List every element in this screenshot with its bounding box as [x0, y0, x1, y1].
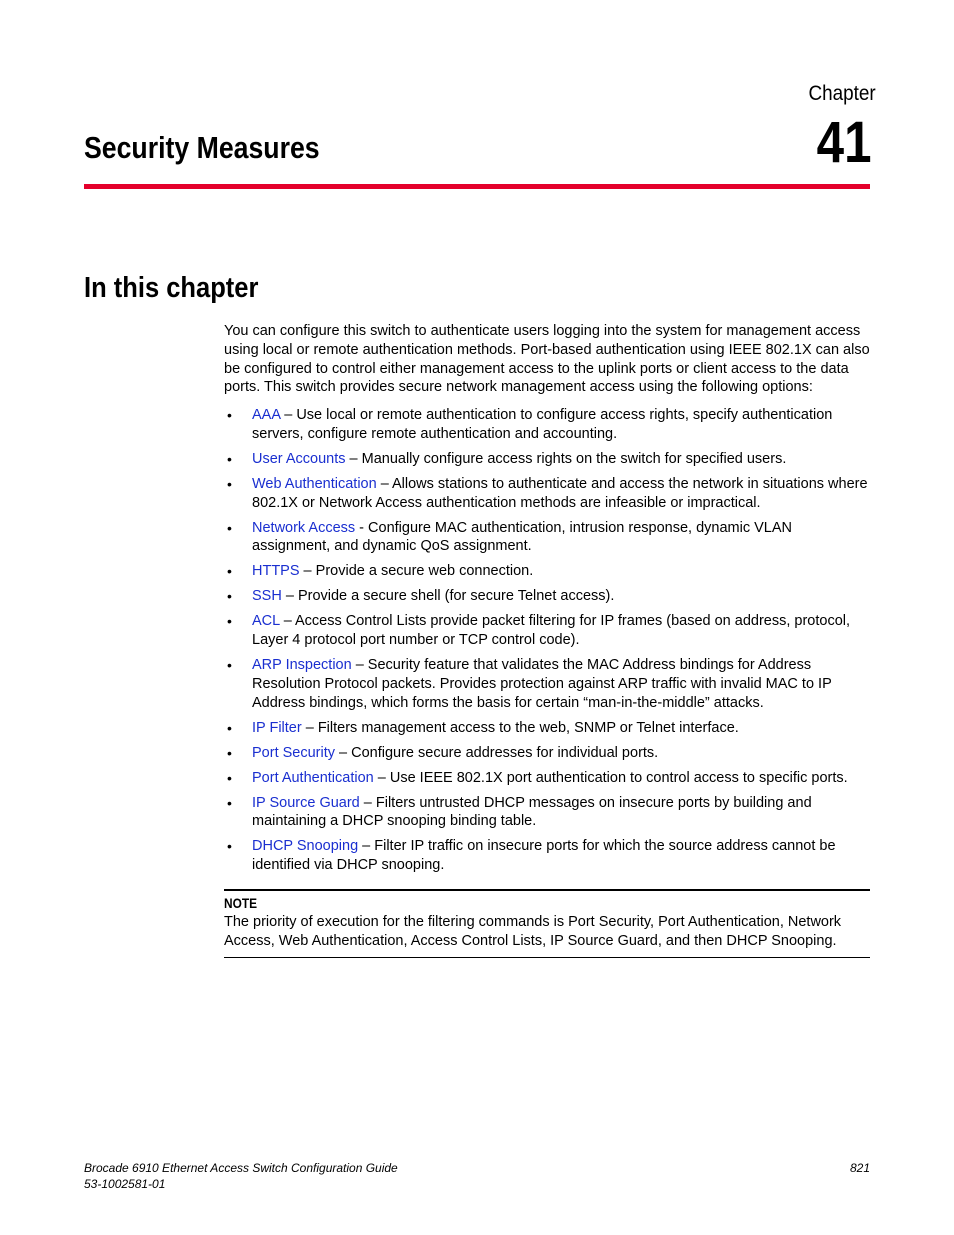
list-item — [224, 656, 870, 712]
bullet-icon: • — [227, 719, 232, 736]
list-item-text: – Manually configure access rights on the switch for specified users. — [345, 450, 787, 467]
bullet-icon: • — [227, 450, 232, 467]
list-item-text: – Filters management access to the web, SNMP or Telnet interface. — [301, 719, 739, 736]
link-port-authentication[interactable]: Port Authentication — [252, 769, 374, 786]
list-item — [224, 794, 870, 832]
link-acl[interactable]: ACL — [252, 613, 280, 630]
list-item-text: – Allows stations to authenticate and access the network in situations where 802.1X or Network Access authentication methods are infeasible or impractical. — [252, 475, 868, 511]
list-item — [224, 587, 870, 606]
bullet-icon: • — [227, 613, 232, 630]
bullet-icon: • — [227, 769, 232, 786]
link-https[interactable]: HTTPS — [252, 563, 300, 580]
bullet-icon: • — [227, 744, 232, 761]
list-item-text: – Filters untrusted DHCP messages on insecure ports by building and maintaining a DHCP snooping binding table. — [252, 794, 812, 830]
section-heading: In this chapter — [84, 272, 259, 304]
list-item-text: – Provide a secure web connection. — [299, 563, 534, 580]
bullet-icon: • — [227, 519, 232, 536]
list-item — [224, 612, 870, 650]
bullet-icon: • — [227, 407, 232, 423]
chapter-title: Security Measures — [84, 130, 320, 165]
footer-doc-info — [84, 1161, 398, 1192]
link-user-accounts[interactable]: User Accounts — [252, 450, 346, 467]
note-text: The priority of execution for the filtering commands is Port Security, Port Authentication, Network Access, Web Authentication, Access Control Lists, IP Source Guard, and then DHCP Snooping. — [224, 914, 842, 949]
list-item — [224, 719, 870, 738]
chapter-label: Chapter — [808, 82, 876, 105]
link-port-security[interactable]: Port Security — [252, 744, 335, 761]
list-item — [224, 769, 870, 788]
security-options-list — [224, 406, 870, 881]
list-item-text: – Use IEEE 802.1X port authentication to control access to specific ports. — [373, 769, 848, 786]
list-item-text: – Security feature that validates the MAC Address bindings for Address Resolution Protocol packets. Provides protection against ARP traffic with invalid MAC to IP Address bindings, which forms the basis for certain “man-in-the-middle” attacks. — [252, 657, 832, 711]
list-item — [224, 744, 870, 763]
link-ssh[interactable]: SSH — [252, 588, 282, 605]
list-item-text: – Configure secure addresses for individual ports. — [335, 744, 659, 761]
footer-doc-title: Brocade 6910 Ethernet Access Switch Configuration Guide — [84, 1161, 398, 1175]
link-network-access[interactable]: Network Access — [252, 519, 360, 536]
note-box — [224, 889, 870, 958]
list-item — [224, 837, 870, 875]
list-item — [224, 406, 870, 444]
link-ip-filter[interactable]: IP Filter — [252, 719, 302, 736]
list-item — [224, 562, 870, 581]
list-item-text: – Use local or remote authentication to configure access rights, specify authentication servers, configure remote authentication and accounting. — [252, 407, 833, 442]
chapter-title-rule — [84, 184, 870, 189]
link-web-authentication[interactable]: Web Authentication — [252, 475, 377, 492]
list-item — [224, 519, 870, 557]
list-item-text: - Configure MAC authentication, intrusion response, dynamic VLAN assignment, and dynamic QoS assignment. — [252, 519, 792, 555]
footer-page-number: 821 — [849, 1161, 870, 1175]
bullet-icon: • — [227, 657, 232, 674]
link-aaa[interactable]: AAA — [252, 407, 281, 423]
chapter-number: 41 — [817, 110, 872, 175]
bullet-icon: • — [227, 838, 232, 855]
link-ip-source-guard[interactable]: IP Source Guard — [252, 794, 360, 811]
footer-doc-number: 53-1002581-01 — [84, 1176, 166, 1191]
list-item — [224, 450, 870, 469]
bullet-icon: • — [227, 588, 232, 605]
list-item-text: – Access Control Lists provide packet filtering for IP frames (based on address, protocol, Layer 4 protocol port number or TCP control code). — [252, 613, 851, 649]
bullet-icon: • — [227, 794, 232, 811]
list-item-text: – Provide a secure shell (for secure Telnet access). — [281, 588, 615, 605]
link-dhcp-snooping[interactable]: DHCP Snooping — [252, 838, 359, 855]
list-item-text: – Filter IP traffic on insecure ports for which the source address cannot be identified via DHCP snooping. — [252, 838, 836, 874]
bullet-icon: • — [227, 475, 232, 492]
bullet-icon: • — [227, 563, 232, 580]
link-arp-inspection[interactable]: ARP Inspection — [252, 657, 352, 674]
intro-paragraph: You can configure this switch to authenticate users logging into the system for management access using local or remote authentication methods. Port-based authentication using IEEE 802.1X can also be configured to control either management access to the uplink ports or client access to the data ports. This switch provides secure network management access using the following options: — [224, 323, 870, 396]
note-label: NOTE — [224, 896, 258, 911]
list-item — [224, 475, 870, 513]
